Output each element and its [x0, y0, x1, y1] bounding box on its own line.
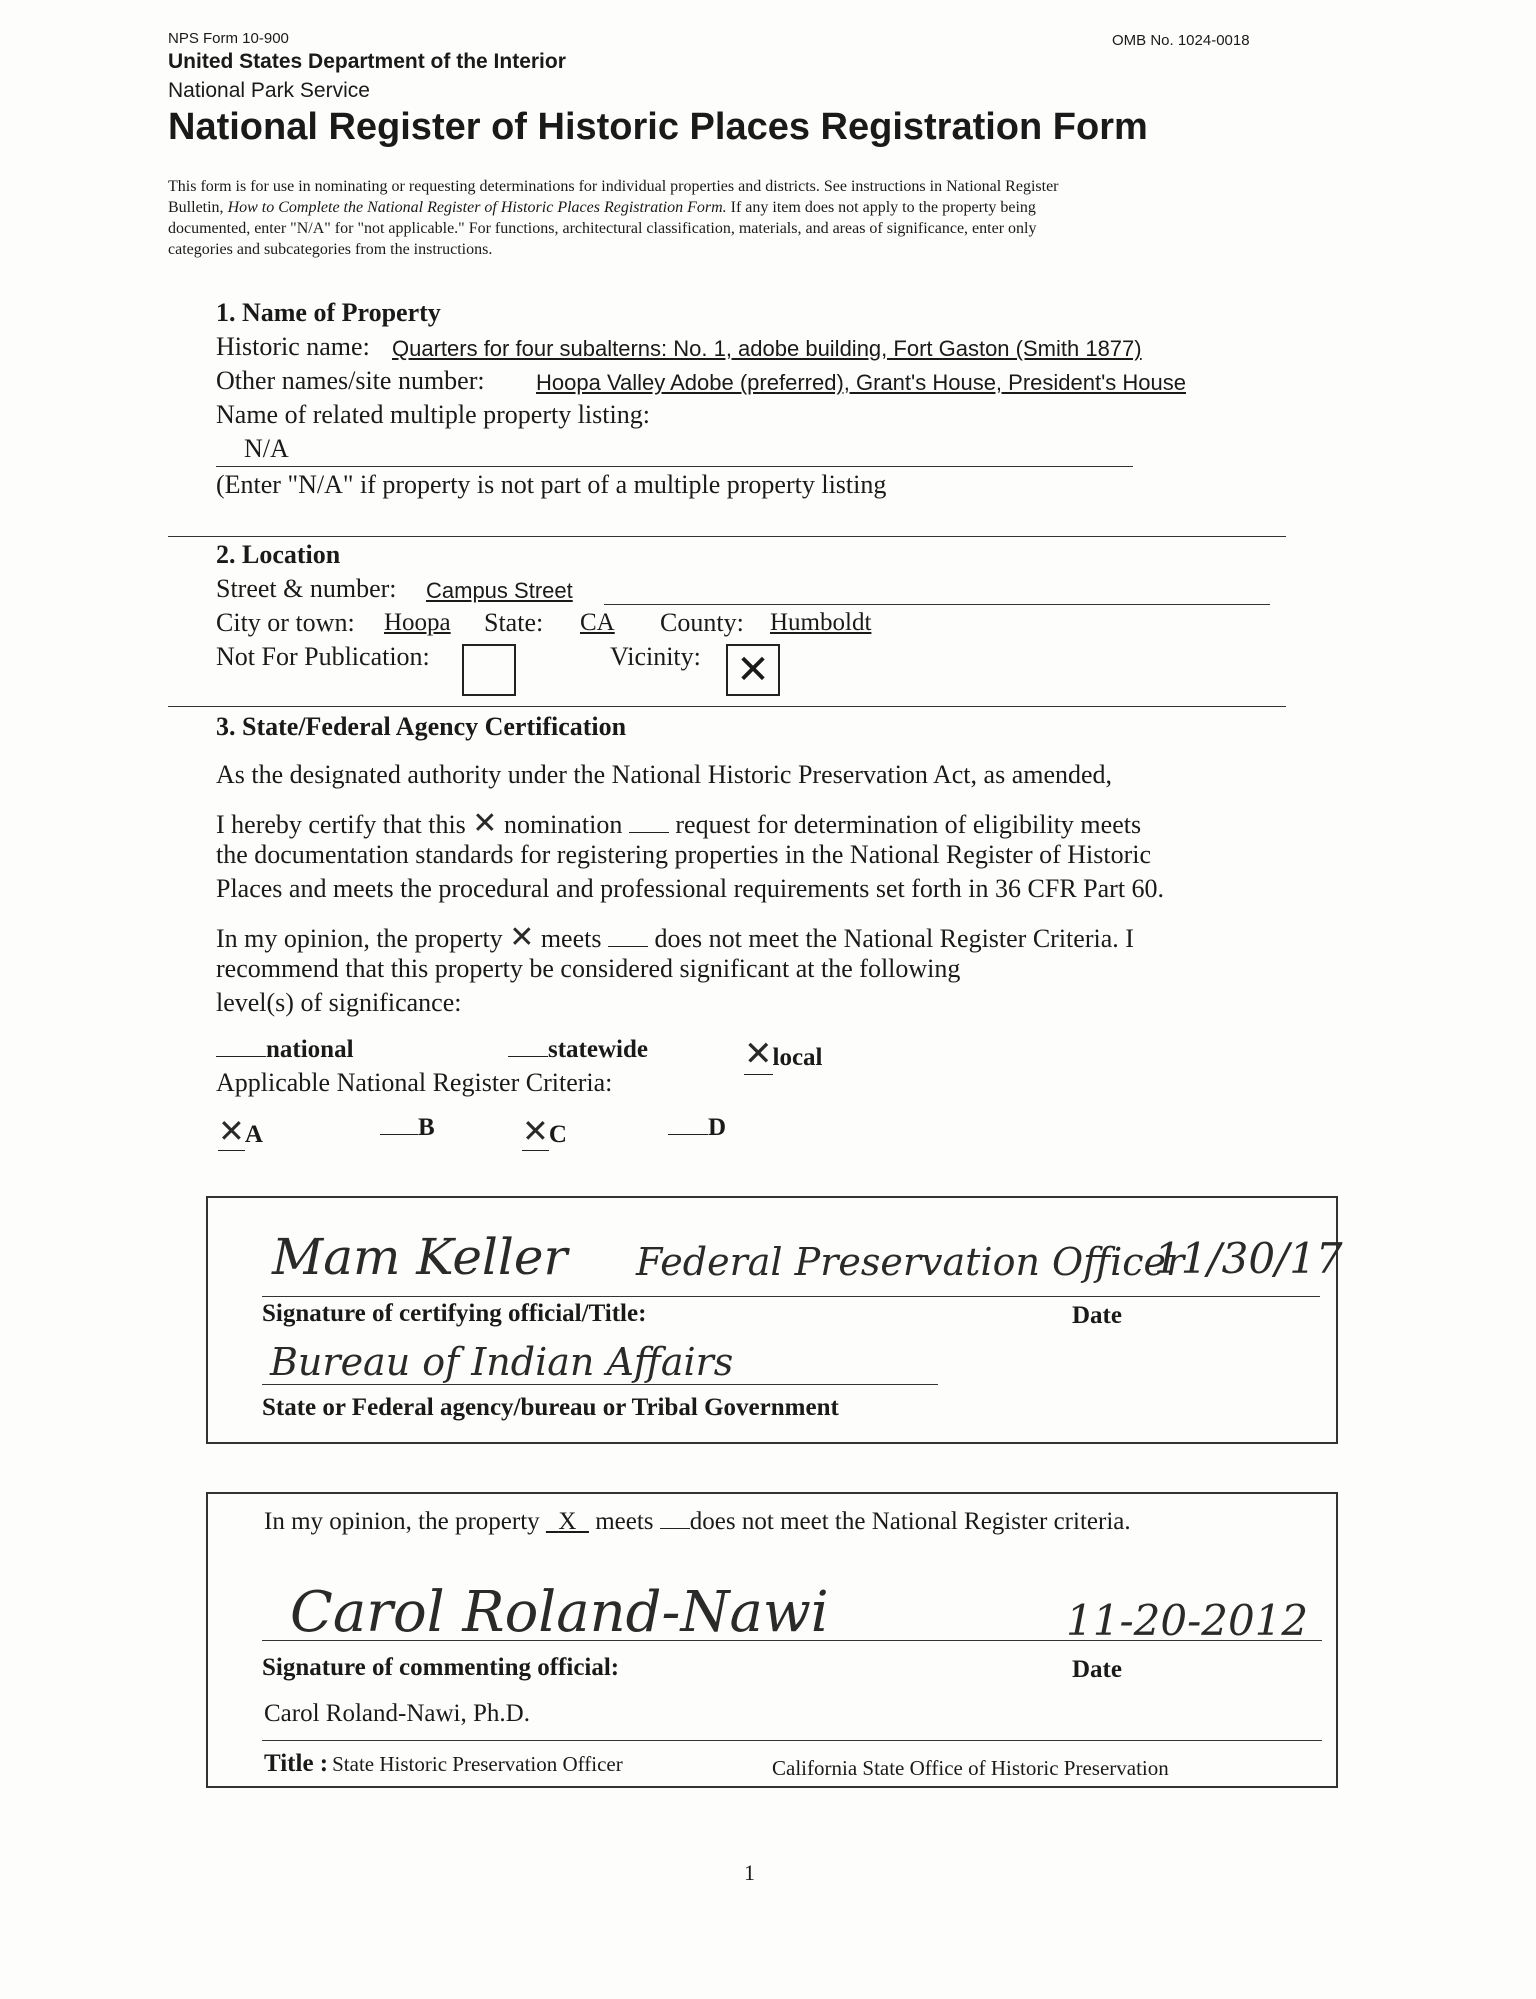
opinion-line-1 — [216, 920, 1134, 955]
commenting-date-label: Date — [1072, 1656, 1122, 1683]
form-number: NPS Form 10-900 — [168, 30, 289, 47]
section2-heading: 2. Location — [216, 540, 341, 569]
nomination-check-mark[interactable]: ✕ — [472, 806, 498, 841]
agency-line — [262, 1384, 938, 1385]
certify-line-2: the documentation standards for registering properties in the National Register of Historic — [216, 840, 1152, 869]
certify-line-1 — [216, 806, 1141, 841]
opinion-line-2: recommend that this property be considered significant at the following — [216, 954, 961, 983]
other-names-label: Other names/site number: — [216, 366, 485, 395]
comment-opinion-text-a: In my opinion, the property — [264, 1508, 540, 1535]
section1-heading: 1. Name of Property — [216, 298, 441, 327]
omb-number: OMB No. 1024-0018 — [1112, 32, 1250, 49]
comment-opinion-line — [264, 1508, 1131, 1536]
certifying-date-label: Date — [1072, 1302, 1122, 1329]
opinion-line-3: level(s) of significance: — [216, 988, 462, 1017]
service: National Park Service — [168, 79, 370, 102]
related-listing-field[interactable]: N/A — [244, 434, 289, 463]
agency-label: State or Federal agency/bureau or Tribal Government — [262, 1394, 839, 1421]
statewide-blank[interactable] — [508, 1056, 548, 1057]
related-listing-underline — [216, 466, 1133, 467]
comment-does-not-meet-blank[interactable] — [660, 1528, 690, 1529]
vicinity-checkbox[interactable] — [726, 644, 780, 696]
authority-statement: As the designated authority under the National Historic Preservation Act, as amended, — [216, 760, 1113, 789]
criterion-d-blank[interactable] — [668, 1134, 708, 1135]
criterion-d-label: D — [708, 1114, 727, 1141]
comment-opinion-text-b: meets — [595, 1508, 654, 1535]
section-divider-1 — [168, 536, 1286, 537]
intro-line-2b: If any item does not apply to the property being — [726, 199, 1036, 216]
commenting-official-name: Carol Roland-Nawi, Ph.D. — [264, 1700, 530, 1727]
certify-text-a: I hereby certify that this — [216, 810, 466, 839]
certifying-signature: Mam Keller — [272, 1228, 568, 1286]
commenting-signature-line — [262, 1640, 1322, 1641]
criterion-c[interactable] — [522, 1112, 567, 1150]
certify-line-3: Places and meets the procedural and professional requirements set forth in 36 CFR Part 60. — [216, 874, 1165, 903]
criterion-a-check-mark[interactable]: ✕ — [218, 1112, 245, 1150]
comment-meets-mark-text: X — [558, 1508, 577, 1535]
office-name: California State Office of Historic Preservation — [772, 1756, 1169, 1780]
not-for-publication-label: Not For Publication: — [216, 642, 430, 671]
county-field[interactable]: Humboldt — [770, 609, 872, 636]
section3-heading: 3. State/Federal Agency Certification — [216, 712, 627, 741]
comment-meets-mark[interactable] — [546, 1508, 589, 1535]
other-names-field[interactable]: Hoopa Valley Adobe (preferred), Grant's House, President's House — [536, 370, 1186, 395]
county-label: County: — [660, 608, 744, 637]
criterion-b-label: B — [418, 1114, 435, 1141]
meets-check-mark[interactable]: ✕ — [509, 920, 535, 955]
vicinity-label: Vicinity: — [610, 642, 701, 671]
agency-handwritten: Bureau of Indian Affairs — [270, 1340, 734, 1384]
comment-opinion-text-c: does not meet the National Register criteria. — [689, 1508, 1131, 1535]
certifying-signature-line — [262, 1296, 1320, 1297]
certifying-signature-label: Signature of certifying official/Title: — [262, 1300, 647, 1327]
criterion-b-blank[interactable] — [380, 1134, 418, 1135]
street-underline — [604, 604, 1270, 605]
opinion-text-a: In my opinion, the property — [216, 924, 503, 953]
street-field[interactable]: Campus Street — [426, 578, 573, 603]
page-number: 1 — [744, 1860, 755, 1885]
intro-line-2 — [168, 197, 1318, 218]
intro-line-4: categories and subcategories from the instructions. — [168, 241, 493, 258]
commenting-signature: Carol Roland-Nawi — [290, 1580, 829, 1645]
city-label: City or town: — [216, 608, 355, 637]
certify-text-c: request for determination of eligibility meets — [675, 810, 1142, 839]
section-divider-2 — [168, 706, 1286, 707]
local-label: local — [772, 1044, 823, 1071]
certifying-date-handwritten: 11/30/17 — [1154, 1234, 1343, 1283]
criterion-c-label: C — [548, 1121, 567, 1148]
not-for-publication-checkbox[interactable] — [462, 644, 516, 696]
intro-line-2-italic: How to Complete the National Register of Historic Places Registration Form. — [227, 199, 727, 216]
criterion-a-label: A — [244, 1121, 263, 1148]
criterion-c-check-mark[interactable]: ✕ — [522, 1112, 549, 1150]
criteria-label: Applicable National Register Criteria: — [216, 1068, 613, 1097]
certifying-signature-title: Federal Preservation Officer — [636, 1240, 1185, 1284]
local-check-mark[interactable]: ✕ — [744, 1034, 773, 1074]
level-statewide[interactable] — [508, 1036, 648, 1064]
level-local[interactable] — [744, 1034, 823, 1074]
historic-name-field[interactable]: Quarters for four subalterns: No. 1, adobe building, Fort Gaston (Smith 1877) — [392, 336, 1142, 361]
criterion-a[interactable] — [218, 1112, 263, 1150]
intro-text — [168, 176, 1318, 260]
opinion-text-c: does not meet the National Register Criteria. I — [654, 924, 1134, 953]
state-label: State: — [484, 608, 544, 637]
intro-line-3: documented, enter "N/A" for "not applicable." For functions, architectural classification, materials, and areas of significance, enter only — [168, 220, 1037, 237]
department: United States Department of the Interior — [168, 50, 566, 73]
related-listing-label: Name of related multiple property listing: — [216, 400, 650, 429]
request-blank[interactable] — [629, 832, 669, 833]
criterion-b[interactable] — [380, 1114, 435, 1142]
title-value: State Historic Preservation Officer — [332, 1752, 623, 1776]
does-not-meet-blank[interactable] — [608, 946, 648, 947]
historic-name-label: Historic name: — [216, 332, 370, 361]
title-label: Title : — [264, 1750, 329, 1777]
national-blank[interactable] — [216, 1056, 266, 1057]
official-name-line — [262, 1740, 1322, 1741]
national-label: national — [266, 1036, 354, 1063]
vicinity-check-mark: ✕ — [736, 647, 770, 693]
city-field[interactable]: Hoopa — [384, 609, 451, 636]
state-field[interactable]: CA — [580, 609, 615, 636]
intro-line-2a: Bulletin, — [168, 199, 228, 216]
intro-line-1: This form is for use in nominating or requesting determinations for individual properties and districts. See instructions in National Register — [168, 178, 1059, 195]
commenting-date-handwritten: 11-20-2012 — [1066, 1596, 1309, 1645]
statewide-label: statewide — [548, 1036, 648, 1063]
certify-text-b: nomination — [503, 810, 623, 839]
street-label: Street & number: — [216, 574, 397, 603]
criterion-d[interactable] — [668, 1114, 726, 1142]
commenting-title-row — [264, 1750, 623, 1778]
page-title: National Register of Historic Places Registration Form — [168, 106, 1148, 148]
level-national[interactable] — [216, 1036, 354, 1064]
related-listing-note: (Enter "N/A" if property is not part of a multiple property listing — [216, 470, 887, 499]
commenting-signature-label: Signature of commenting official: — [262, 1654, 620, 1681]
opinion-text-b: meets — [540, 924, 602, 953]
